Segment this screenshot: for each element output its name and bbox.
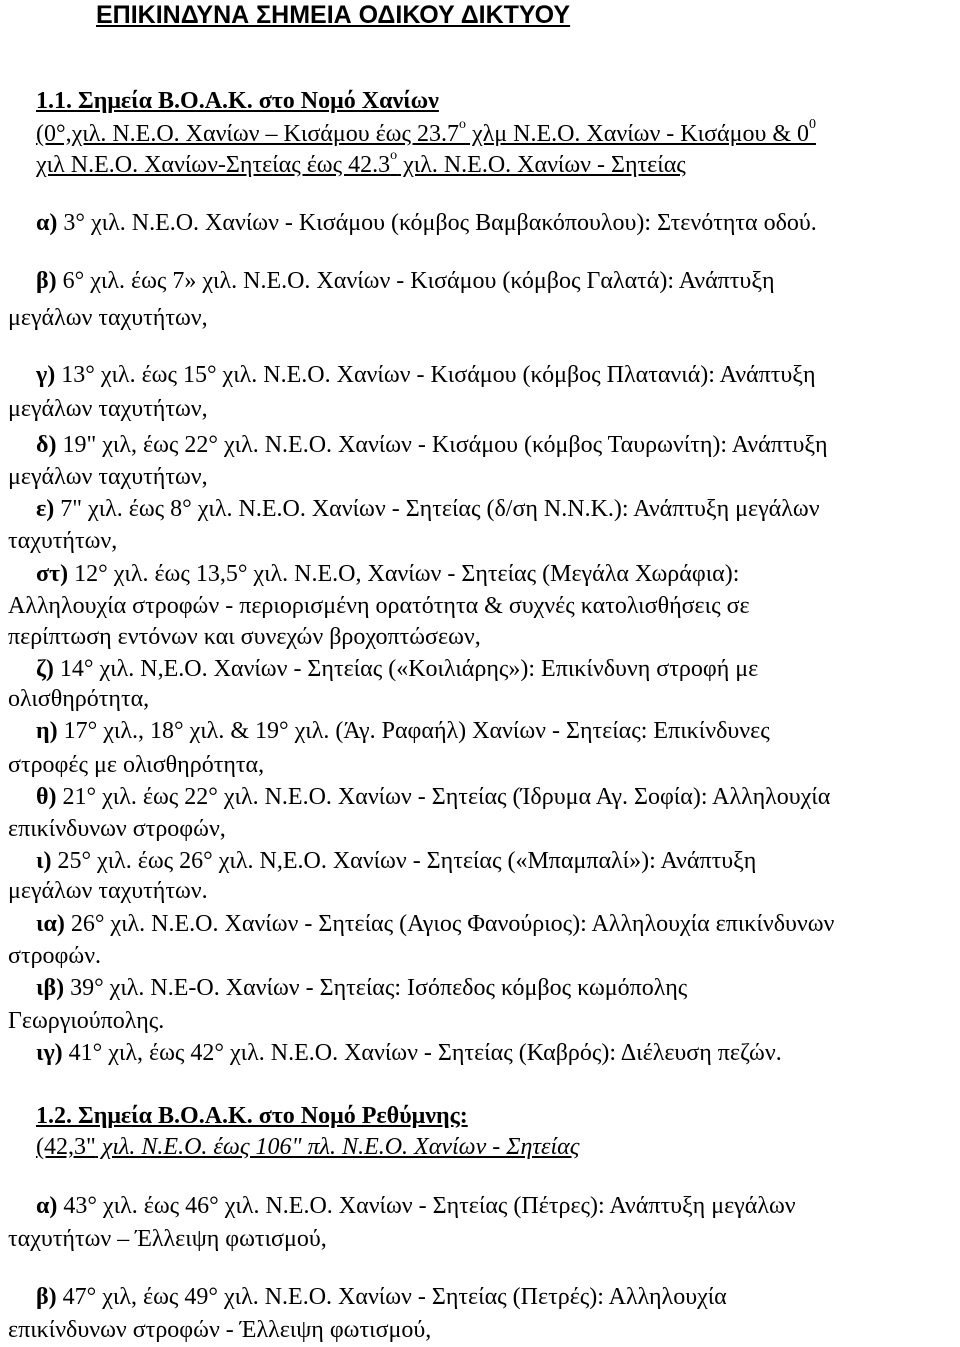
item-continuation: μεγάλων ταχυτήτων.: [8, 878, 208, 904]
item-continuation: ταχυτήτων,: [8, 528, 118, 554]
item-text: 12° χιλ. έως 13,5° χιλ. Ν.Ε.Ο, Χανίων - Σητείας (Μεγάλα Χωράφια):: [68, 561, 740, 587]
document-title: ΕΠΙΚΙΝΔΥΝΑ ΣΗΜΕΙΑ ΟΔΙΚΟΥ ΔΙΚΤΥΟΥ: [96, 1, 571, 29]
list-item: [36, 784, 830, 810]
item-label: α): [36, 210, 58, 236]
range-text: (0°,χιλ. Ν.Ε.Ο. Χανίων – Κισάμου έως 23.7: [36, 121, 459, 147]
item-text: 47° χιλ, έως 49° χιλ. Ν.Ε.Ο. Χανίων - Σητείας (Πετρές): Αλληλουχία: [56, 1284, 727, 1310]
list-item: [36, 656, 758, 682]
item-label: η): [36, 718, 58, 744]
item-text: 25° χιλ. έως 26° χιλ. Ν,Ε.Ο. Χανίων - Σητείας («Μπαμπαλί»): Ανάπτυξη: [51, 848, 757, 874]
list-item: [36, 848, 756, 874]
item-continuation: μεγάλων ταχυτήτων,: [8, 305, 208, 331]
item-label: γ): [36, 362, 56, 388]
list-item: [36, 561, 739, 587]
range-text: χλμ Ν.Ε.Ο. Χανίων - Κισάμου & 0: [465, 121, 810, 147]
range-text: χιλ Ν.Ε.Ο. Χανίων-Σητείας έως 42.3: [36, 152, 391, 178]
item-label: ι): [36, 848, 52, 874]
item-text: 21° χιλ. έως 22° χιλ. Ν.Ε.Ο. Χανίων - Σητείας (Ίδρυμα Αγ. Σοφία): Αλληλουχία: [56, 784, 831, 810]
range-text: (42,3": [36, 1134, 96, 1160]
item-text: 14° χιλ. Ν,Ε.Ο. Χανίων - Σητείας («Κοιλιάρης»): Επικίνδυνη στροφή με: [53, 656, 759, 682]
item-text: 41° χιλ, έως 42° χιλ. Ν.Ε.Ο. Χανίων - Σητείας (Καβρός): Διέλευση πεζών.: [62, 1040, 782, 1066]
section-1-range-line-2: [36, 148, 686, 178]
item-continuation: ταχυτήτων – Έλλειψη φωτισμού,: [8, 1226, 327, 1252]
item-text: 3° χιλ. Ν.Ε.Ο. Χανίων - Κισάμου (κόμβος Βαμβακόπουλου): Στενότητα οδού.: [57, 210, 817, 236]
list-item: [36, 362, 816, 388]
list-item: [36, 1040, 782, 1066]
list-item: [36, 1193, 796, 1219]
list-item: [36, 432, 828, 458]
item-label: ιβ): [36, 975, 65, 1001]
item-text: 7" χιλ. έως 8° χιλ. Ν.Ε.Ο. Χανίων - Σητείας (δ/ση Ν.Ν.Κ.): Ανάπτυξη μεγάλων: [54, 496, 820, 522]
section-1-range-line-1: [36, 117, 817, 147]
item-continuation: μεγάλων ταχυτήτων,: [8, 396, 208, 422]
item-continuation: επικίνδυνων στροφών,: [8, 816, 226, 842]
list-item: [36, 268, 775, 294]
item-label: ια): [36, 911, 65, 937]
item-continuation: ολισθηρότητα,: [8, 686, 150, 712]
list-item: [36, 1284, 727, 1310]
list-item: [36, 975, 687, 1001]
item-label: ε): [36, 496, 55, 522]
list-item: [36, 911, 834, 937]
item-label: δ): [36, 432, 57, 458]
list-item: [36, 718, 770, 744]
item-label: θ): [36, 784, 57, 810]
superscript: ο: [458, 117, 466, 132]
item-continuation: στροφών.: [8, 943, 102, 969]
item-text: 19" χιλ, έως 22° χιλ. Ν.Ε.Ο. Χανίων - Κισάμου (κόμβος Ταυρωνίτη): Ανάπτυξη: [56, 432, 828, 458]
item-continuation: στροφές με ολισθηρότητα,: [8, 752, 265, 778]
item-label: στ): [36, 561, 69, 587]
item-continuation: Αλληλουχία στροφών - περιορισμένη ορατότητα & συχνές κατολισθήσεις σε: [8, 593, 750, 619]
item-label: β): [36, 268, 57, 294]
item-text: 6° χιλ. έως 7» χιλ. Ν.Ε.Ο. Χανίων - Κισάμου (κόμβος Γαλατά): Ανάπτυξη: [56, 268, 775, 294]
list-item: [36, 210, 817, 236]
section-2-heading: 1.2. Σημεία Β.Ο.Α.Κ. στο Νομό Ρεθύμνης:: [36, 1103, 468, 1129]
item-continuation: επικίνδυνων στροφών - Έλλειψη φωτισμού,: [8, 1317, 432, 1343]
item-label: ζ): [36, 656, 54, 682]
section-1-heading: 1.1. Σημεία Β.Ο.Α.Κ. στο Νομό Χανίων: [36, 88, 439, 114]
item-continuation: Γεωργιούπολης.: [8, 1008, 165, 1034]
item-label: α): [36, 1193, 58, 1219]
item-text: 39° χιλ. Ν.Ε-Ο. Χανίων - Σητείας: Ισόπεδος κόμβος κωμόπολης: [64, 975, 688, 1001]
item-text: 17° χιλ., 18° χιλ. & 19° χιλ. (Άγ. Ραφαήλ) Χανίων - Σητείας: Επικίνδυνες: [57, 718, 770, 744]
list-item: [36, 496, 820, 522]
item-text: 13° χιλ. έως 15° χιλ. Ν.Ε.Ο. Χανίων - Κισάμου (κόμβος Πλατανιά): Ανάπτυξη: [55, 362, 816, 388]
superscript: 0: [809, 117, 817, 132]
item-text: 43° χιλ. έως 46° χιλ. Ν.Ε.Ο. Χανίων - Σητείας (Πέτρες): Ανάπτυξη μεγάλων: [57, 1193, 796, 1219]
section-2-range: [36, 1134, 579, 1160]
range-text: χιλ. Ν.Ε.Ο. Χανίων - Σητείας: [397, 152, 686, 178]
item-text: 26° χιλ. Ν.Ε.Ο. Χανίων - Σητείας (Αγιος Φανούριος): Αλληλουχία επικίνδυνων: [64, 911, 835, 937]
range-text: χιλ. Ν.Ε.Ο. έως 106" πλ. Ν.Ε.Ο. Χανίων - Σητείας: [95, 1134, 580, 1160]
item-continuation: μεγάλων ταχυτήτων,: [8, 464, 208, 490]
item-continuation: περίπτωση εντόνων και συνεχών βροχοπτώσεων,: [8, 624, 481, 650]
item-label: β): [36, 1284, 57, 1310]
superscript: ο: [390, 148, 398, 163]
item-label: ιγ): [36, 1040, 63, 1066]
